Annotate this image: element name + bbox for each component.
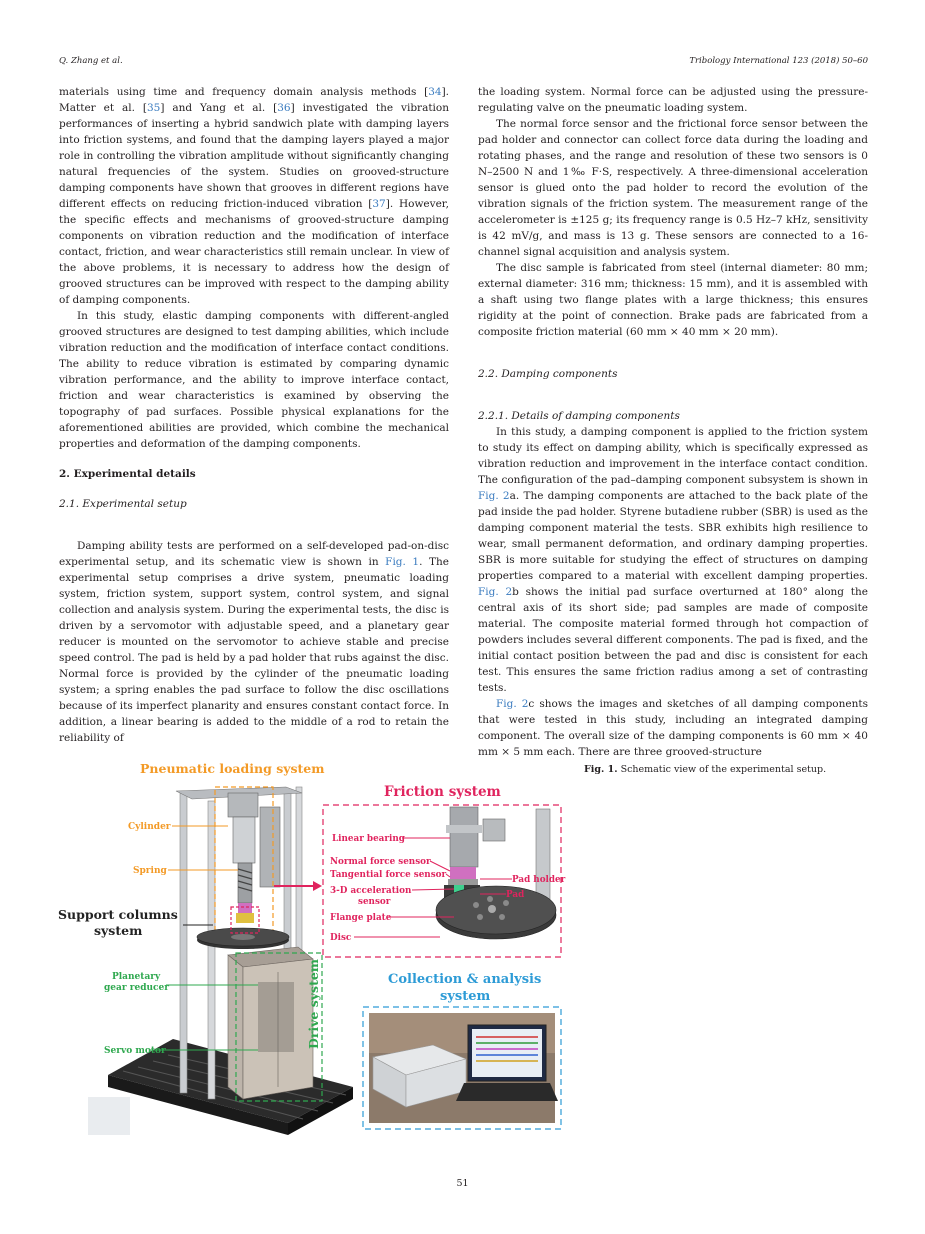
subsection-heading: 2.1. Experimental setup <box>59 498 187 510</box>
label-pneumatic: Pneumatic loading system <box>140 761 325 776</box>
figure-link[interactable]: Fig. 2 <box>496 698 529 710</box>
page-number: 51 <box>456 1178 469 1189</box>
label-support-2: system <box>94 923 143 938</box>
label-planetary-1: Planetary <box>112 972 161 982</box>
paragraph: the loading system. Normal force can be adjusted using the pressure-regulating valve on the pneumatic loading system. <box>478 86 868 114</box>
figure-caption: Fig. 1. Schematic view of the experimental setup. <box>584 764 827 775</box>
figure-link[interactable]: Fig. 1 <box>385 556 420 568</box>
loading-assembly <box>228 793 280 923</box>
figure-link[interactable]: Fig. 2 <box>478 586 513 598</box>
label-spring: Spring <box>133 866 167 876</box>
paragraph: Fig. 2c shows the images and sketches of all damping components that were tested in this study, including an integrated damping component. The overall size of the damping components is 60 mm × 40 mm × 5 mm each. There are three grooved-structure <box>478 698 868 758</box>
label-planetary-2: gear reducer <box>104 983 169 993</box>
label-pad-holder: Pad holder <box>512 875 566 885</box>
label-cylinder: Cylinder <box>128 822 171 832</box>
label-servo: Servo motor <box>104 1046 166 1056</box>
collection-photo <box>369 1013 558 1123</box>
paragraph: In this study, a damping component is applied to the friction system to study its effect on damping ability, which is specifically expressed as vibration reduction and improvement in the interface contact condition. The configuration of the pad–damping component subsystem is shown in Fig. 2a. The damping components are attached to the back plate of the pad inside the pad holder. Styrene butadiene rubber (SBR) is used as the damping component material the tests. SBR exhibits high resilience to wear, small permanent deformation, and ordinary damping properties. SBR is more suitable for studying the effect of structures on damping properties compared to a material with excellent damping properties. Fig. 2b shows the initial pad surface overturned at 180° along the central axis of its short side; pad samples are made of composite material. The composite material formed through hot compaction of powders includes several different components. The pad is fixed, and the initial contact position between the pad and disc is consistent for each test. This ensures the same friction radius among a set of contrasting tests. <box>478 426 869 694</box>
label-collection-1: Collection & analysis <box>388 972 542 987</box>
citation-link[interactable]: 37 <box>372 198 386 210</box>
label-flange-plate: Flange plate <box>330 913 392 923</box>
paragraph: Damping ability tests are performed on a self-developed pad-on-disc experimental setup, and its schematic view is shown in Fig. 1. The experimental setup comprises a drive system, pneumatic loading system, friction system, support system, control system, and signal collection and analysis system. During the experimental tests, the disc is driven by a servomotor with adjustable speed, and a planetary gear reducer is mounted on the servomotor to achieve stable and precise speed control. The pad is held by a pad holder that rubs against the disc. Normal force is provided by the cylinder of the pneumatic loading system; a spring enables the pad surface to follow the disc oscillations because of its imperfect planarity and ensures constant contact force. In addition, a linear bearing is added to the middle of a rod to retain the reliability of <box>59 540 449 744</box>
citation-link[interactable]: 34 <box>428 86 442 98</box>
label-drive: Drive system <box>306 958 321 1049</box>
citation-link[interactable]: 35 <box>146 102 161 114</box>
figure-link[interactable]: Fig. 2 <box>478 490 510 502</box>
label-tangential-sensor: Tangential force sensor <box>330 870 447 880</box>
running-head-authors: Q. Zhang et al. <box>59 56 123 66</box>
paragraph: The disc sample is fabricated from steel (internal diameter: 80 mm; external diameter: 316 mm; thickness: 15 mm), and it is assembled with a shaft using two flange plates with a large thickness; this ensures rigidity at the point of connection. Brake pads are fabricated from a composite friction material (60 mm × 40 mm × 20 mm). <box>478 262 868 338</box>
right-column <box>478 84 868 760</box>
setup-schematic <box>58 757 578 1139</box>
subsection-heading: 2.2. Damping components <box>478 368 618 380</box>
subsubsection-heading: 2.2.1. Details of damping components <box>478 410 680 422</box>
friction-detail <box>436 807 556 939</box>
label-friction: Friction system <box>384 784 501 800</box>
label-collection-2: system <box>440 989 491 1004</box>
label-linear-bearing: Linear bearing <box>332 834 405 844</box>
paragraph: The normal force sensor and the frictional force sensor between the pad holder and connector can collect force data during the loading and rotating phases, and the range and resolution of these two sensors is 0 N–2500 N and 1‰ F·S, respectively. A three-dimensional acceleration sensor is glued onto the pad holder to record the evolution of the vibration signals of the friction system. The measurement range of the accelerometer is ±125 g; its frequency range is 0.5 Hz–7 kHz, sensitivity is 42 mV/g, and mass is 13 g. These sensors are connected to a 16-channel signal acquisition and analysis system. <box>478 118 868 258</box>
label-accel-2: sensor <box>358 897 391 907</box>
section-heading: 2. Experimental details <box>59 468 196 480</box>
drive-housing <box>228 947 313 1099</box>
label-pad: Pad <box>506 890 525 900</box>
label-accel-1: 3-D acceleration <box>330 886 412 896</box>
figure-1 <box>58 757 578 1139</box>
paragraph: materials using time and frequency domain analysis methods [34]. Matter et al. [35] and Yang et al. [36] investigated the vibration performances of inserting a hybrid sandwich plate with damping layers into friction systems, and found that the damping layers played a major role in controlling the vibration amplitude without significantly changing natural frequencies of the system. Studies on grooved-structure damping components have shown that grooves in different regions have different effects on reducing friction-induced vibration [37]. However, the specific effects and mechanisms of grooved-structure damping components on vibration reduction and the modification of interface contact, friction, and wear characteristics still remain unclear. In view of the above problems, it is necessary to address how the design of grooved structures can be improved with respect to the damping ability of damping components. <box>59 86 449 306</box>
paragraph: In this study, elastic damping components with different-angled grooved structures are designed to test damping abilities, which include vibration reduction and the modification of interface contact conditions. The ability to reduce vibration is estimated by comparing dynamic vibration performance, and the ability to improve interface contact, friction and wear characteristics is examined by observing the topography of pad surfaces. Possible physical explanations for the aforementioned abilities are provided, which combine the mechanical properties and deformation of the damping components. <box>59 310 449 450</box>
label-normal-sensor: Normal force sensor <box>330 857 431 867</box>
citation-link[interactable]: 36 <box>277 102 291 114</box>
left-column <box>59 84 449 746</box>
label-disc: Disc <box>330 933 352 943</box>
running-head-journal: Tribology International 123 (2018) 50–60 <box>689 56 868 66</box>
label-support-1: Support columns <box>58 907 178 922</box>
